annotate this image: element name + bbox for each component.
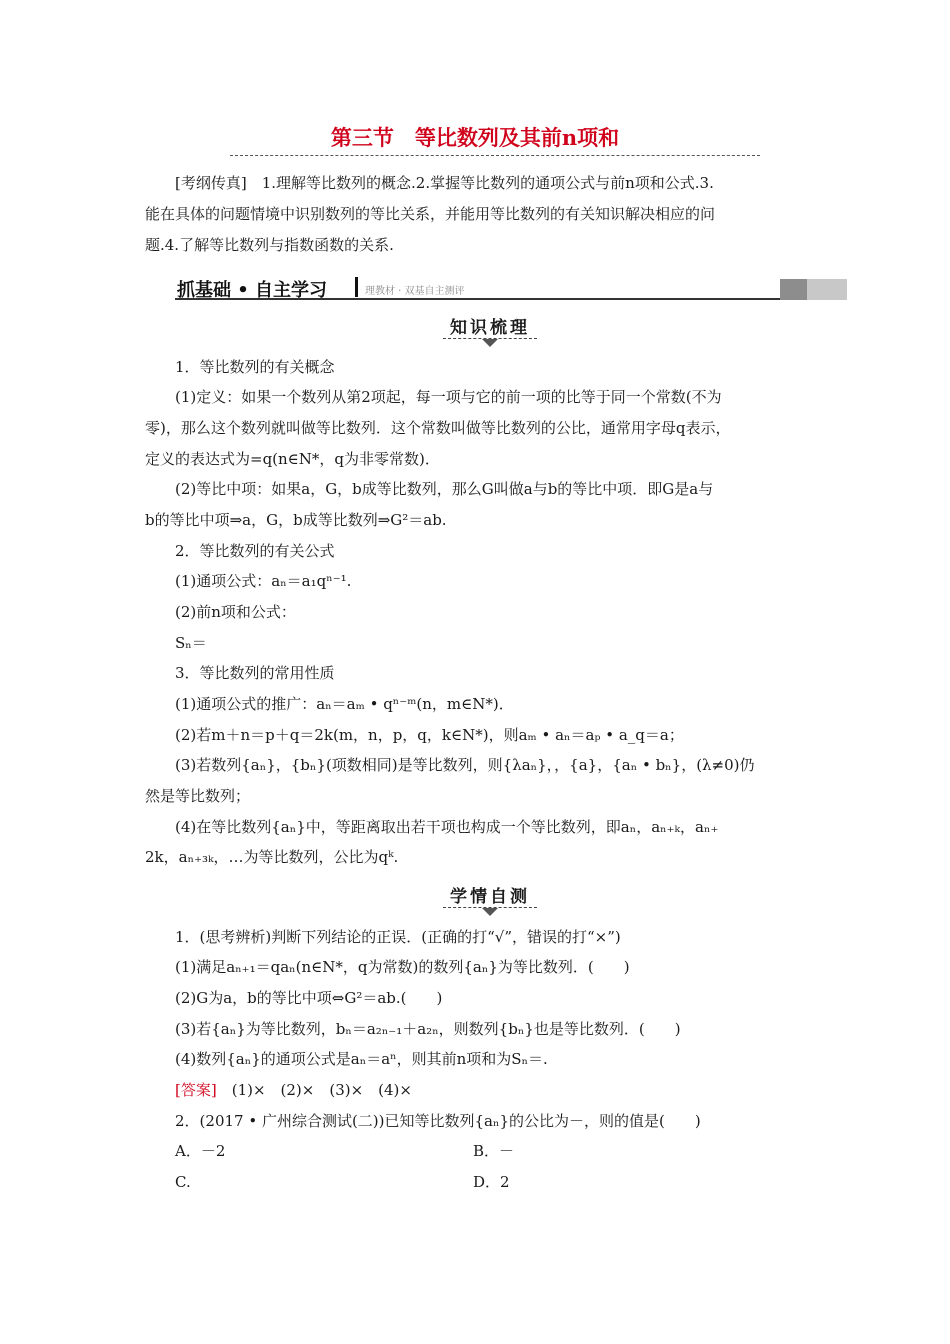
- self-test-heading: 学情自测: [450, 887, 530, 907]
- banner-block-light: [807, 279, 847, 300]
- answer-text: (1)× (2)× (3)× (4)×: [216, 1081, 412, 1099]
- self-test-line-1: 1．(思考辨析)判断下列结论的正误．(正确的打“√”，错误的打“×”): [175, 928, 621, 946]
- knowledge-line-10: Sₙ＝: [175, 634, 207, 652]
- down-arrow-icon: [482, 339, 498, 347]
- banner-title: 抓基础 • 自主学习: [177, 280, 328, 301]
- knowledge-line-12: (1)通项公式的推广：aₙ＝aₘ • qⁿ⁻ᵐ(n，m∈N*)．: [175, 695, 514, 713]
- answer-line: [175, 1079, 845, 1101]
- knowledge-line-9: (2)前n项和公式：: [175, 603, 296, 621]
- question-2: 2．(2017 • 广州综合测试(二))已知等比数列{aₙ}的公比为－，则的值是( ): [175, 1112, 701, 1130]
- down-arrow-icon: [482, 908, 498, 916]
- knowledge-line-7: 2．等比数列的有关公式: [175, 542, 335, 560]
- knowledge-line-6: b的等比中项⇒a，G，b成等比数列⇒G²＝ab.: [145, 511, 447, 529]
- knowledge-line-5: (2)等比中项：如果a，G，b成等比数列，那么G叫做a与b的等比中项．即G是a与: [175, 480, 714, 498]
- syllabus-line-1: [考纲传真] 1.理解等比数列的概念.2.掌握等比数列的通项公式与前n项和公式.3.: [175, 174, 714, 192]
- knowledge-line-8: (1)通项公式：aₙ＝a₁qⁿ⁻¹.: [175, 572, 352, 590]
- title-divider: [230, 155, 760, 156]
- banner-underline: [175, 298, 780, 300]
- section-banner: [175, 276, 847, 300]
- knowledge-line-13: (2)若m＋n＝p＋q＝2k(m，n，p，q，k∈N*)，则aₘ • aₙ＝aₚ • a_q＝a；: [175, 726, 684, 744]
- knowledge-line-14: (3)若数列{aₙ}，{bₙ}(项数相同)是等比数列，则{λaₙ}，，{a}，{aₙ • bₙ}，(λ≠0)仍: [175, 756, 755, 774]
- banner-subtitle: 理教材 · 双基自主测评: [365, 286, 465, 297]
- banner-separator: [355, 277, 358, 297]
- syllabus-line-3: 题.4.了解等比数列与指数函数的关系.: [145, 236, 394, 254]
- page-title: 第三节 等比数列及其前n项和: [330, 125, 620, 150]
- knowledge-line-15: 然是等比数列；: [145, 787, 251, 805]
- knowledge-line-16: (4)在等比数列{aₙ}中，等距离取出若干项也构成一个等比数列，即aₙ，aₙ₊ₖ，aₙ₊: [175, 818, 719, 836]
- self-test-line-3: (2)G为a，b的等比中项⇔G²＝ab.( ): [175, 989, 443, 1007]
- banner-block-dark: [780, 279, 807, 300]
- option-b: B．－: [473, 1142, 515, 1160]
- self-test-line-5: (4)数列{aₙ}的通项公式是aₙ＝aⁿ，则其前n项和为Sₙ＝.: [175, 1050, 548, 1068]
- knowledge-line-11: 3．等比数列的常用性质: [175, 664, 335, 682]
- knowledge-line-1: 1．等比数列的有关概念: [175, 358, 335, 376]
- knowledge-line-3: 零)，那么这个数列就叫做等比数列．这个常数叫做等比数列的公比，通常用字母q表示，: [145, 419, 731, 437]
- knowledge-heading: 知识梳理: [450, 318, 530, 338]
- knowledge-line-2: (1)定义：如果一个数列从第2项起，每一项与它的前一项的比等于同一个常数(不为: [175, 388, 722, 406]
- option-c: C.: [175, 1173, 191, 1191]
- option-a: A．－2: [175, 1142, 226, 1160]
- syllabus-line-2: 能在具体的问题情境中识别数列的等比关系，并能用等比数列的有关知识解决相应的问: [145, 205, 716, 223]
- self-test-line-4: (3)若{aₙ}为等比数列，bₙ＝a₂ₙ₋₁＋a₂ₙ，则数列{bₙ}也是等比数列．( ): [175, 1020, 681, 1038]
- answer-label: [答案]: [175, 1081, 217, 1099]
- knowledge-line-17: 2k，aₙ₊₃ₖ，…为等比数列，公比为qᵏ.: [145, 848, 399, 866]
- knowledge-line-4: 定义的表达式为=q(n∈N*，q为非零常数)．: [145, 450, 440, 468]
- option-d: D．2: [473, 1173, 510, 1191]
- self-test-line-2: (1)满足aₙ₊₁＝qaₙ(n∈N*，q为常数)的数列{aₙ}为等比数列．( ): [175, 958, 630, 976]
